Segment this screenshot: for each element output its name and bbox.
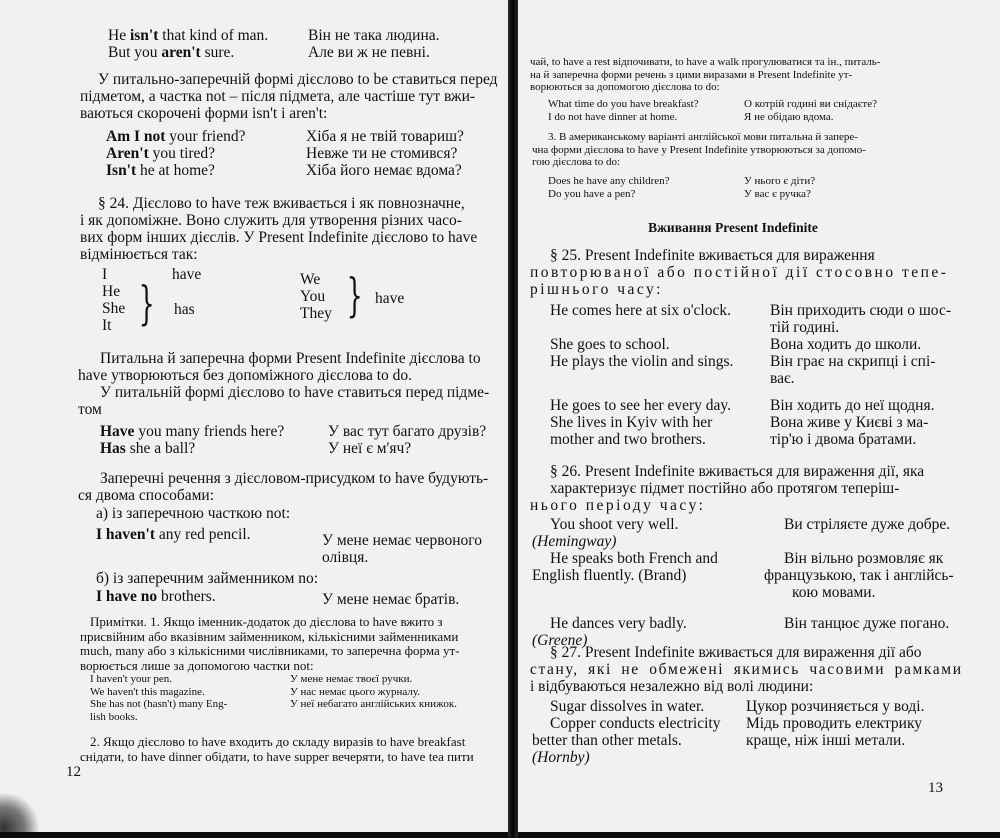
paragraph: Питальна й заперечна форми Present Indefinite дієслова to have утворюються без допоміжного дієслова to do. У питальній формі дієслово to have ставиться перед підме- том (78, 350, 490, 418)
section-26: § 26. Present Indefinite вживається для вираження дії, яка характеризує підмет постійно або протягом теперіш- нього періоду часу: (530, 463, 925, 514)
example-row: I have no brothers. У мене немає братів. (96, 588, 460, 608)
example-row: I haven't any red pencil. У мене немає червоного олівця. (96, 526, 483, 566)
subheading-b: б) із заперечним займенником no: (96, 570, 319, 587)
example-row: He comes here at six o'clock. Він приходить сюди о шос- тій годині. (550, 302, 951, 336)
subheading-a: а) із заперечною часткою not: (96, 505, 291, 522)
section-25: § 25. Present Indefinite вживається для вираження повторюваної або постійної дії стосовно тепе- рішнього часу: (530, 247, 949, 298)
section-27: § 27. Present Indefinite вживається для вираження дії або стану, які не обмежені якимись часовими рамками і відбуваються незалежно від волі людини: (530, 644, 963, 695)
conj-pronouns: He She It (102, 283, 126, 334)
example-block-26 (532, 516, 992, 649)
book-gutter (508, 0, 518, 838)
example-row: He goes to see her every day. Він ходить до неї щодня. (550, 397, 935, 414)
paragraph: У питально-заперечній формі дієслово to be ставиться перед підметом, а частка not – після підмета, але частіше тут вжи- ваються скорочені форми isn't і aren't: (80, 71, 498, 122)
note-examples: What time do you have breakfast? О котрій годині ви снідаєте? I do not have dinner at home. Я не обідаю вдома. (548, 98, 877, 123)
brace-icon: } (346, 268, 363, 322)
example-row: She goes to school. Вона ходить до школи. (550, 336, 922, 353)
example-row: She lives in Kyiv with her mother and two brothers. Вона живе у Києві з ма- тір'ю і двома братами. (550, 414, 929, 448)
page-number: 13 (928, 780, 943, 796)
conj-has: has (174, 301, 195, 318)
example-row: He speaks both French and English fluently. (Brand) Він вільно розмовляє як французькою, так і англійсь- кою мовами. (532, 550, 954, 601)
example-row: He isn't that kind of man. Він не така людина. (108, 27, 440, 44)
brace-icon: } (138, 276, 155, 330)
example-block: Have you many friends here? У вас тут багато друзів? Has she a ball? У неї є м'яч? (100, 423, 487, 457)
note-1: Примітки. 1. Якщо іменник-додаток до дієслова to have вжито з присвійним або вказівним займенником, кількісними займенниками much, many або з кількісними числівниками, то заперечна форма ут- ворюється лише за допомогою частки not: (80, 614, 460, 673)
example-block-27: Sugar dissolves in water. Copper conducts electricity better than other metals. (Hornby) Цукор розчиняється у воді. Мідь проводить електрику краще, ніж інші метали. (532, 698, 925, 766)
example-row: But you aren't sure. Але ви ж не певні. (108, 44, 430, 61)
paragraph: Заперечні речення з дієсловом-присудком to have будують- ся двома способами: (78, 470, 489, 504)
scan-smudge (0, 792, 40, 832)
note-examples: Does he have any children? У нього є діти? Do you have a pen? У вас є ручка? (548, 175, 816, 200)
conjugation-table: I (102, 266, 108, 283)
example-row: He plays the violin and sings. Він грає на скрипці і спі- ває. (550, 353, 936, 387)
example-block: Am I not your friend? Хіба я не твій товариш? Aren't you tired? Невже ти не стомився? Isn't he at home? Хіба його немає вдома? (106, 128, 464, 179)
page-number: 12 (66, 764, 81, 780)
note-examples: I haven't your pen. У мене немає твоєї ручки. We haven't this magazine. У нас немає цього журналу. She has not (hasn't) many Eng- У неї небагато англійських книжок. lish books. (90, 673, 457, 723)
conj-plural: We You They (300, 271, 332, 322)
note-2: 2. Якщо дієслово to have входить до складу виразів to have breakfast снідати, to have dinner обідати, to have supper вечеряти, to have tea пити (80, 734, 474, 764)
note-2-continued: чай, to have a rest відпочивати, to have a walk прогулюватися та ін., питаль- на й заперечна форми речень з цими виразами в Present Indefinite ут- ворюються за допомогою дієслова to do: (530, 56, 881, 93)
example-row: He dances very badly. (Greene) Він танцює дуже погано. (532, 615, 950, 649)
example-row: You shoot very well. (Hemingway) Ви стріляєте дуже добре. (532, 516, 951, 550)
conj-have: have (172, 266, 202, 283)
conj-have: have (375, 290, 405, 307)
section-title: Вживання Present Indefinite (648, 220, 818, 235)
note-3: 3. В американському варіанті англійської мови питальна й запере- чна форми дієслова to have у Present Indefinite утворюються за допомо- гою дієслова to do: (532, 131, 866, 168)
right-page (518, 0, 1000, 832)
section-24: § 24. Дієслово to have теж вживається і як повнозначне, і як допоміжне. Воно служить для утворення різних часо- вих форм інших дієслів. У Present Indefinite дієслово to have відмінюється так: (80, 195, 478, 263)
example-block-25 (550, 302, 990, 448)
